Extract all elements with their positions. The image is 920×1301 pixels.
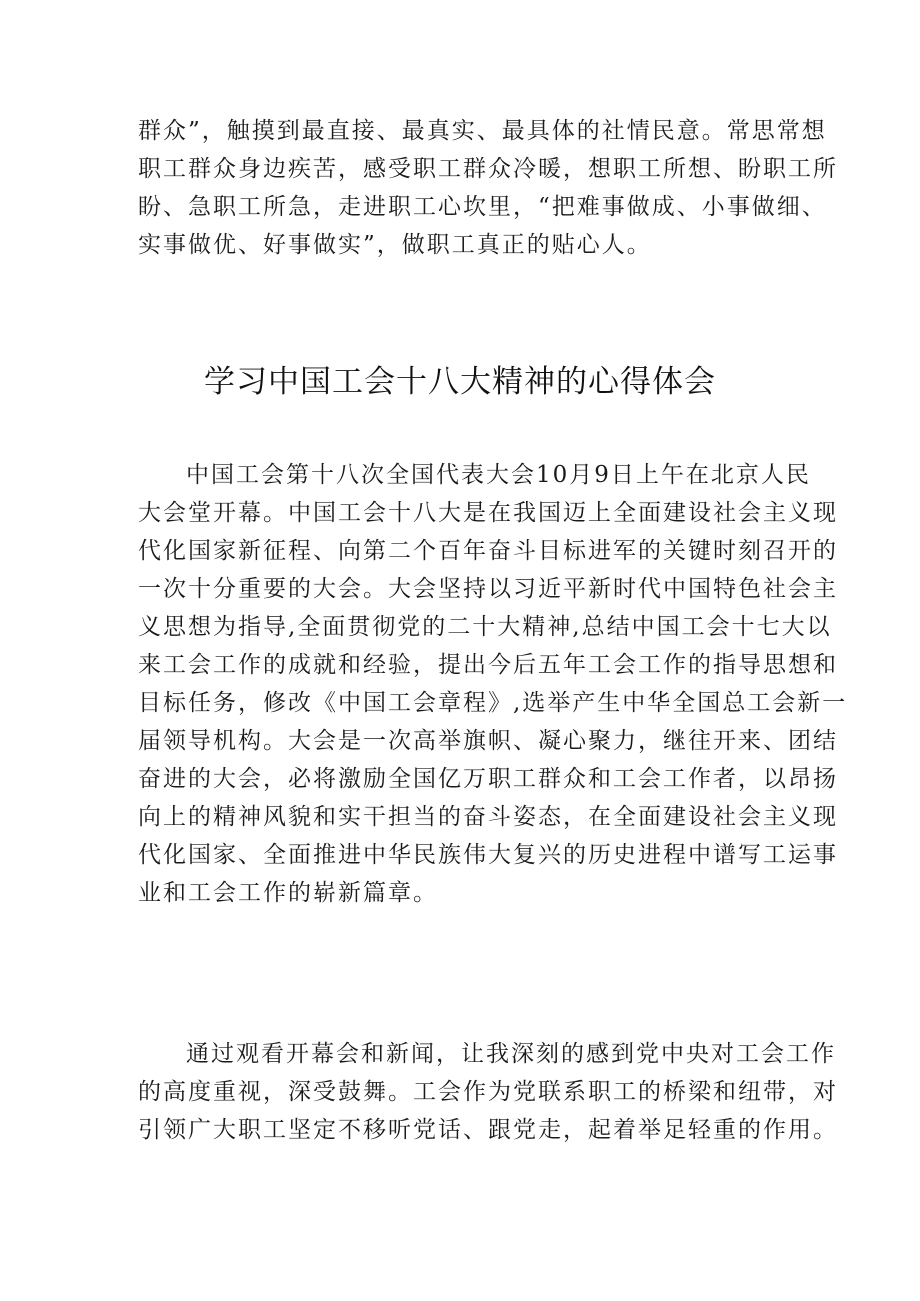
paragraph-1 — [138, 456, 848, 912]
previous-paragraph-fragment — [138, 112, 838, 264]
text-line: 届领导机构。大会是一次高举旗帜、凝心聚力，继往开来、团结 — [138, 728, 838, 754]
text-line: 中国工会第十八次全国代表大会10月9日上午在北京人民 — [186, 462, 811, 488]
text-line: 目标任务，修改《中国工会章程》,选举产生中华全国总工会新一 — [138, 690, 848, 716]
text-line: 代化国家新征程、向第二个百年奋斗目标进军的关键时刻召开的 — [138, 538, 838, 564]
text-line: 义思想为指导,全面贯彻党的二十大精神,总结中国工会十七大以 — [138, 614, 832, 640]
text-line: 实事做优、好事做实”，做职工真正的贴心人。 — [138, 232, 652, 258]
text-line: 职工群众身边疾苦，感受职工群众冷暖，想职工所想、盼职工所 — [138, 156, 838, 182]
text-line: 代化国家、全面推进中华民族伟大复兴的历史进程中谱写工运事 — [138, 842, 838, 868]
text-line: 引领广大职工坚定不移听党话、跟党走，起着举足轻重的作用。 — [138, 1117, 838, 1143]
text-line: 一次十分重要的大会。大会坚持以习近平新时代中国特色社会主 — [138, 576, 838, 602]
text-line: 大会堂开幕。中国工会十八大是在我国迈上全面建设社会主义现 — [138, 500, 838, 526]
text-line: 业和工会工作的崭新篇章。 — [138, 880, 438, 906]
text-line: 来工会工作的成就和经验，提出今后五年工会工作的指导思想和 — [138, 652, 838, 678]
text-line: 群众”，触摸到最直接、最真实、最具体的社情民意。常思常想 — [138, 118, 827, 144]
article-title: 学习中国工会十八大精神的心得体会 — [204, 364, 716, 400]
text-line: 盼、急职工所急，走进职工心坎里，“把难事做成、小事做细、 — [138, 194, 827, 220]
text-line: 奋进的大会，必将激励全国亿万职工群众和工会工作者，以昂扬 — [138, 766, 838, 792]
text-line: 的高度重视，深受鼓舞。工会作为党联系职工的桥梁和纽带，对 — [138, 1079, 838, 1105]
text-line: 通过观看开幕会和新闻，让我深刻的感到党中央对工会工作 — [186, 1041, 836, 1067]
paragraph-2 — [138, 1035, 838, 1149]
text-line: 向上的精神风貌和实干担当的奋斗姿态，在全面建设社会主义现 — [138, 804, 838, 830]
